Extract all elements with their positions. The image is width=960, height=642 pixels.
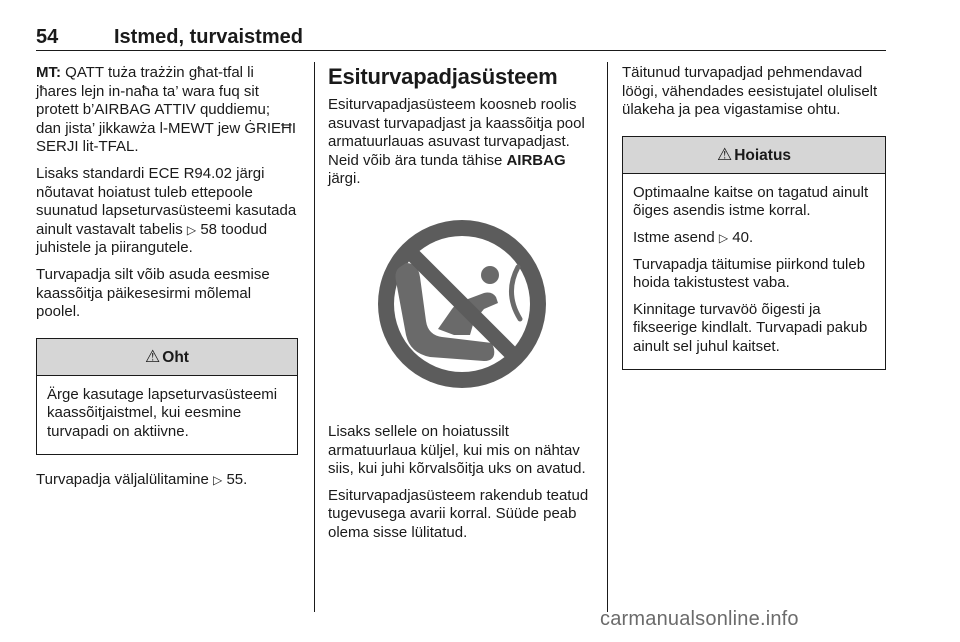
watermark: carmanualsonline.info [600,608,799,630]
maltese-warning-paragraph [36,64,298,157]
mt-text: QATT tuża trażżin għat-tfal li jħares lejn in-naħa ta’ wara fuq sit protett b’AIRBAG ATTIV quddiemu; dan jista’ jikkawża l-MEWT jew ĠRIEĦI SERJI lit-TFAL. [36,64,297,156]
danger-box-body [37,376,297,454]
warning-text-1: Optimaalne kaitse on tagatud ainult õiges asendis istme korral. [633,183,869,220]
warning-text-2: Istme asend ▷ 40. [633,228,754,246]
page-header [36,26,884,52]
cross-reference-arrow-icon: ▷ [718,230,729,245]
label-location-paragraph: Turvapadja silt võib asuda eesmise kaassõitja päikesesirmi mõlemal poolel. [36,265,270,321]
warning-text-4: Kinnitage turvavöö õigesti ja fikseerige kindlalt. Turvapadi pakub ainult sel juhul kaitset. [633,300,868,355]
inflation-paragraph: Täitunud turvapadjad pehmendavad löögi, vähendades eesistujatel oluliselt ülakeha ja pea vigastamise ohtu. [622,64,878,119]
airbag-warning-figure [334,197,594,409]
chapter-title: Istmed, turvaistmed [114,26,303,48]
warning-box-body [623,174,885,369]
page-number: 54 [36,26,59,48]
cross-reference-arrow-icon: ▷ [186,222,197,237]
system-description-paragraph: Esiturvapadjasüsteem koosneb roolis asuvast turvapadjast ja kaassõitja pool armatuurlauas asuvast turvapadjast. Neid võib ära tunda tähise AIRBAG järgi. [328,96,585,188]
deployment-paragraph: Esiturvapadjasüsteem rakendub teatud tugevusega avarii korral. Süüde peab olema sisse lülitatud. [328,486,589,541]
page-reference-58[interactable]: 58 [200,220,218,238]
header-rule [36,50,886,51]
danger-box-text: Ärge kasutage lapseturvasüsteemi kaassõitjaistmel, kui eesmine turvapadi on aktiivne. [47,385,278,440]
warning-box-header [623,137,885,174]
page-reference-55[interactable]: 55. [226,470,248,488]
warning-box [622,136,886,370]
airbag-marking: AIRBAG [506,151,566,169]
column-divider-1 [314,62,315,612]
side-label-paragraph: Lisaks sellele on hoiatussilt armatuurlaua küljel, kui mis on nähtav siis, kui juhi kõrvalsõitja uks on avatud. [328,422,586,478]
warning-text-3: Turvapadja täitumise piirkond tuleb hoida takistustest vaba. [633,255,866,292]
column-divider-2 [607,62,608,612]
column-3 [622,64,886,386]
mt-label: MT: [36,64,61,81]
danger-box-header [37,339,297,376]
no-rear-facing-child-seat-airbag-icon [334,197,594,409]
danger-box-title: Oht [162,348,189,366]
cross-reference-arrow-icon: ▷ [213,472,223,487]
ece-paragraph: Lisaks standardi ECE R94.02 järgi nõutavat hoiatust tuleb ettepoole suunatud lapseturvasüsteemi kasutada ainult vastavalt tabelis ▷ 58 toodud juhistele ja piirangutele. [36,164,297,257]
column-1 [36,64,298,497]
page-reference-40[interactable]: 40. [732,228,754,246]
warning-triangle-icon: ⚠ [716,144,733,165]
deactivation-paragraph: Turvapadja väljalülitamine ▷ 55. [36,470,248,488]
danger-box [36,338,298,455]
warning-triangle-icon: ⚠ [145,346,161,367]
warning-box-title: Hoiatus [734,146,792,164]
section-heading: Esiturvapadjasüsteem [328,64,558,89]
column-2 [328,64,594,551]
